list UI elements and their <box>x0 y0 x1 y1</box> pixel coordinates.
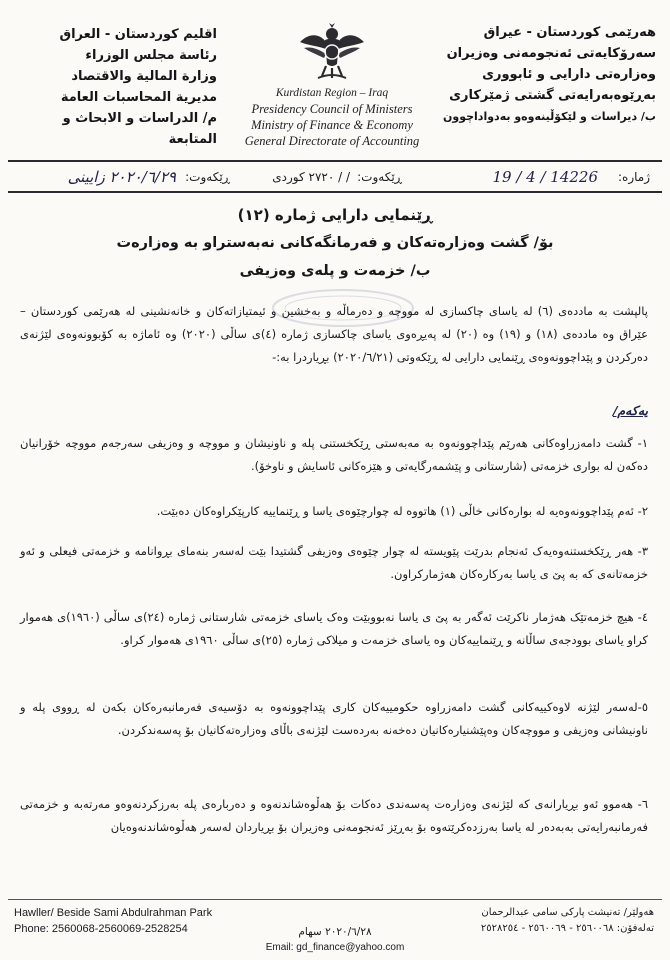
kurdish-header-line-3: وەزارەتی دارایی و ئابووری <box>482 67 656 82</box>
english-header-line-3: Ministry of Finance & Economy <box>251 118 413 132</box>
arabic-header-line-2: رئاسة مجلس الوزراء <box>85 48 217 63</box>
directive-title: ڕێنمایی دارایی ژمارە (١٢) <box>237 206 433 224</box>
arabic-header <box>12 24 217 150</box>
gregorian-date: ٢٠٢٠/٦/٢٩ زایینی <box>67 168 176 186</box>
item-4: ٤- هیچ خزمەتێک هەژمار ناکرێت ئەگەر بە پێ ی یاسا نەبووبێت وەک یاسای خزمەتی شارستانی ژمارە (٢٤)ی ساڵی (١٩٦٠)ی هەموار کراو یاسای بوودجەی ساڵانە و ڕێنماییەکان وە یاسای خزمەت و میلاکی ژمارە (٢٥)ی ساڵی ١٩٦٠ی هەموار کراو. <box>20 610 648 647</box>
header-divider-bottom <box>8 191 662 193</box>
intro-paragraph: پالپشت بە ماددەی (٦) لە یاسای چاکسازی لە مووچە و دەرماڵە و بەخشین و ئیمتیازاتەکان و خانەنشینی لە هەرێمی کوردستان – عێراق وە ماددەی (١٨) و (١٩) وە (٢٠) لە پەیڕەوی یاسای چاکسازی ژمارە (٤)ی ساڵی (٢٠٢٠) وە ئاماژە بە کۆبوونەوەی لێژنەی دەرکردن و پێداچوونەوەی ڕێنمایی دارایی لە ڕێکەوتی (٢٠٢٠/٦/٢١) بڕیاردرا بە:- <box>20 304 648 364</box>
number-label: ژمارە: <box>617 170 650 184</box>
arabic-header-line-5: م/ الدراسات و الابحاث و المتابعة <box>62 111 217 147</box>
footer-address-ku: هەولێر/ تەنیشت پارکی سامی عبدالرحمان <box>481 907 654 918</box>
item-5: ٥-لەسەر لێژنە لاوەکییەکانی گشت دامەزراوە حکومییەکان کاری پێداچوونەوە بە دۆسیەی فەرمانبەرەکان بکەن لە ڕووی پلە و ناونیشانی وەزیفی و مووچەکان وەپێشنیارەکانیان دەخەنە بەردەست لێژنەی باڵای وەزارەتەکانیان بۆ پەسەندکردن. <box>20 700 648 737</box>
gregorian-date-label: ڕێکەوت: <box>185 170 230 184</box>
reference-line <box>20 165 650 189</box>
footer-address-en: Hawller/ Beside Sami Abdulrahman Park <box>14 907 213 919</box>
kurdish-header <box>426 22 656 127</box>
english-header-line-4: General Directorate of Accounting <box>244 134 420 148</box>
subject-line: ب/ خزمەت و پلەی وەزیفی <box>239 263 431 279</box>
header-divider-top <box>8 160 662 162</box>
kurdistan-eagle-emblem-icon <box>292 20 372 84</box>
item-3: ٣- هەر ڕێکخستنەوەیەک ئەنجام بدرێت پێویستە لە چوار چێوەی وەزیفی گشتیدا بێت لەسەر بنەمای بڕوانامە و خزمەتی فیعلی و ئەو خزمەتانەی کە بە پێ ی یاسا بەرکارەکان هەژمارکراون. <box>20 544 648 581</box>
kurdish-header-line-1: هەرێمی کوردستان - عیراق <box>483 25 656 40</box>
number-value: 19 / 4 / 14226 <box>492 168 598 186</box>
footer-phone-ku: تەلەفۆن: ٢٥٦٠٠٦٨ - ٢٥٦٠٠٦٩ - ٢٥٢٨٢٥٤ <box>480 923 654 934</box>
footer-phone-en: Phone: 2560068-2560069-2528254 <box>14 923 188 935</box>
footer-email: Email: gd_finance@yahoo.com <box>265 942 405 953</box>
english-header <box>222 20 442 149</box>
footer-center <box>0 924 670 956</box>
item-6: ٦- هەموو ئەو بڕیارانەی کە لێژنەی وەزارەت پەسەندی دەکات بۆ هەڵوەشاندنەوە و دەربارەی پلە بەرزکردنەوەو مەرتەبە و خزمەتی فەرمانبەرایەتی بەبەدەر لە یاسا بەرزدەکرێتەوە بۆ بەڕێز ئەنجومەنی وەزیران بۆ بڕیاردان لەسەر هەڵوەشاندنەوەیان <box>20 797 648 834</box>
arabic-header-line-1: اقليم كوردستان - العراق <box>59 27 217 42</box>
kurdish-date: / / ٢٧٢٠ کوردی <box>272 170 350 184</box>
item-1: ١- گشت دامەزراوەکانی هەرێم پێداچوونەوە بە مەبەستی ڕێکخستنی پلە و ناونیشان و مووچە و وەزیفی سەرجەم مووچە خۆرانیان دەکەن لە بواری خزمەتی (شارستانی و پێشمەرگایەتی و هێزەکانی ئاسایش و ناوخۆ). <box>20 436 648 473</box>
english-header-line-1: Kurdistan Region – Iraq <box>275 87 389 99</box>
english-header-line-2: Presidency Council of Ministers <box>251 102 413 116</box>
section-label: یەکەم/ <box>612 403 648 418</box>
kurdish-date-label: ڕێکەوت: <box>357 170 402 184</box>
item-2: ٢- ئەم پێداچوونەوەیە لە بوارەکانی خاڵی (١) هاتووە لە چوارچێوەی یاسا و ڕێنماییە کارپێکراوەکان دەبێت. <box>156 504 648 518</box>
kurdish-header-line-2: سەرۆکایەتی ئەنجومەنی وەزیران <box>446 46 656 61</box>
footer-divider <box>8 899 662 900</box>
arabic-header-line-3: وزارة المالية والاقتصاد <box>71 69 217 84</box>
addressee-line: بۆ/ گشت وەزارەتەکان و فەرمانگەکانی نەبەستراو بە وەزارەت <box>116 235 554 251</box>
arabic-header-line-4: مديرية المحاسبات العامة <box>60 90 217 105</box>
footer-stamp-date: ٢٠٢٠/٦/٢٨ سهام <box>298 926 372 938</box>
kurdish-header-line-4: بەڕێوەبەرایەتی گشتی ژمێرکاری <box>449 88 656 103</box>
kurdish-header-line-5: ب/ دیراسات و لێکۆڵینەوەو بەدواداچوون <box>442 110 656 123</box>
